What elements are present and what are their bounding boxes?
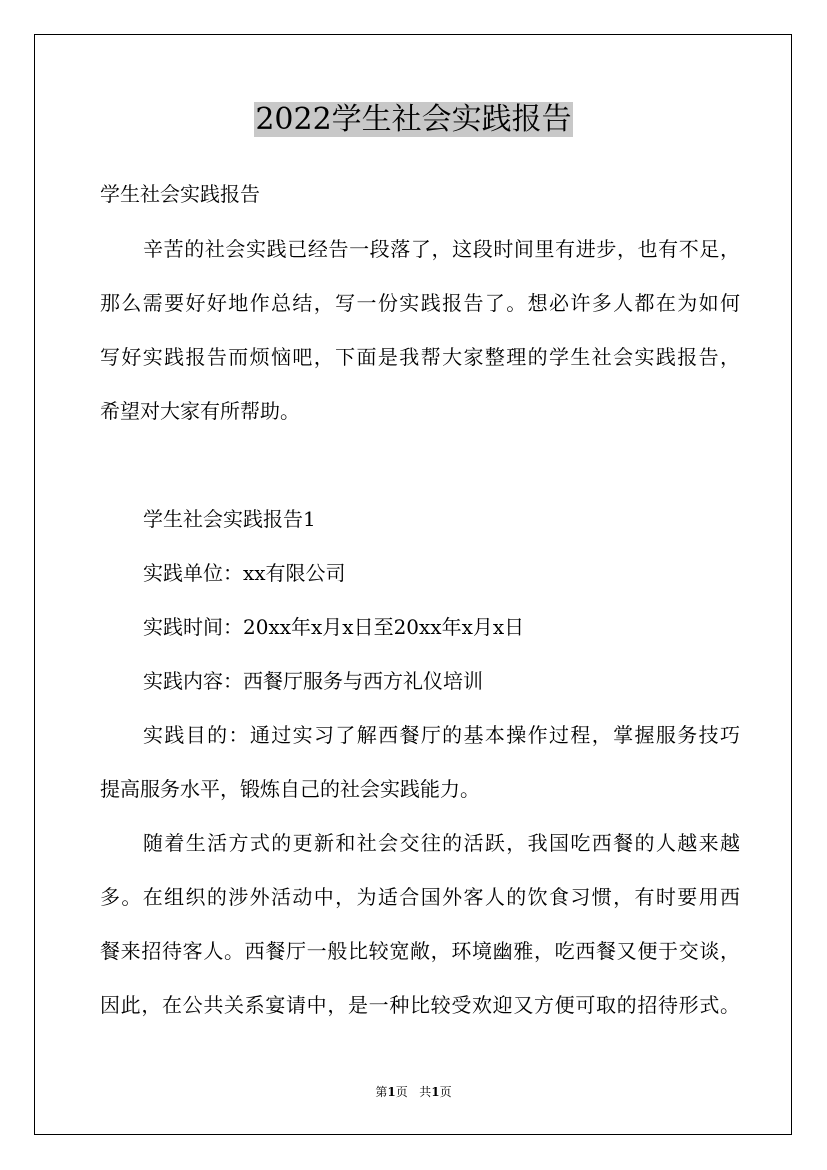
- footer-page-suffix: 页: [395, 1085, 408, 1099]
- practice-time: 实践时间：20xx年x月x日至20xx年x月x日: [143, 615, 525, 639]
- footer-page-number: 1: [387, 1085, 396, 1099]
- footer-total-prefix: 共: [419, 1085, 432, 1099]
- subtitle: 学生社会实践报告: [100, 182, 260, 206]
- body-line-3: 餐来招待客人。西餐厅一般比较宽敞，环境幽雅，吃西餐又便于交谈，: [100, 939, 740, 963]
- footer-total-suffix: 页: [439, 1085, 452, 1099]
- body-line-2: 多。在组织的涉外活动中，为适合国外客人的饮食习惯，有时要用西: [100, 885, 740, 909]
- purpose-line-2: 提高服务水平，锻炼自己的社会实践能力。: [100, 777, 480, 801]
- footer-total-number: 1: [431, 1085, 440, 1099]
- footer-prefix: 第: [375, 1085, 388, 1099]
- intro-line-4: 希望对大家有所帮助。: [100, 399, 300, 423]
- document-title: [0, 100, 827, 140]
- purpose-line-1: 实践目的：通过实习了解西餐厅的基本操作过程，掌握服务技巧: [143, 723, 740, 747]
- intro-line-3: 写好实践报告而烦恼吧，下面是我帮大家整理的学生社会实践报告，: [100, 345, 740, 369]
- intro-line-1: 辛苦的社会实践已经告一段落了，这段时间里有进步，也有不足，: [143, 237, 740, 261]
- body-line-1: 随着生活方式的更新和社会交往的活跃，我国吃西餐的人越来越: [143, 831, 740, 855]
- practice-content: 实践内容：西餐厅服务与西方礼仪培训: [143, 669, 483, 693]
- title-text: 2022学生社会实践报告: [255, 102, 572, 137]
- body-line-4: 因此，在公共关系宴请中，是一种比较受欢迎又方便可取的招待形式。: [100, 993, 740, 1017]
- section-title: 学生社会实践报告1: [143, 507, 316, 531]
- page-footer: [0, 1083, 827, 1100]
- practice-unit: 实践单位：xx有限公司: [143, 561, 346, 585]
- intro-line-2: 那么需要好好地作总结，写一份实践报告了。想必许多人都在为如何: [100, 291, 740, 315]
